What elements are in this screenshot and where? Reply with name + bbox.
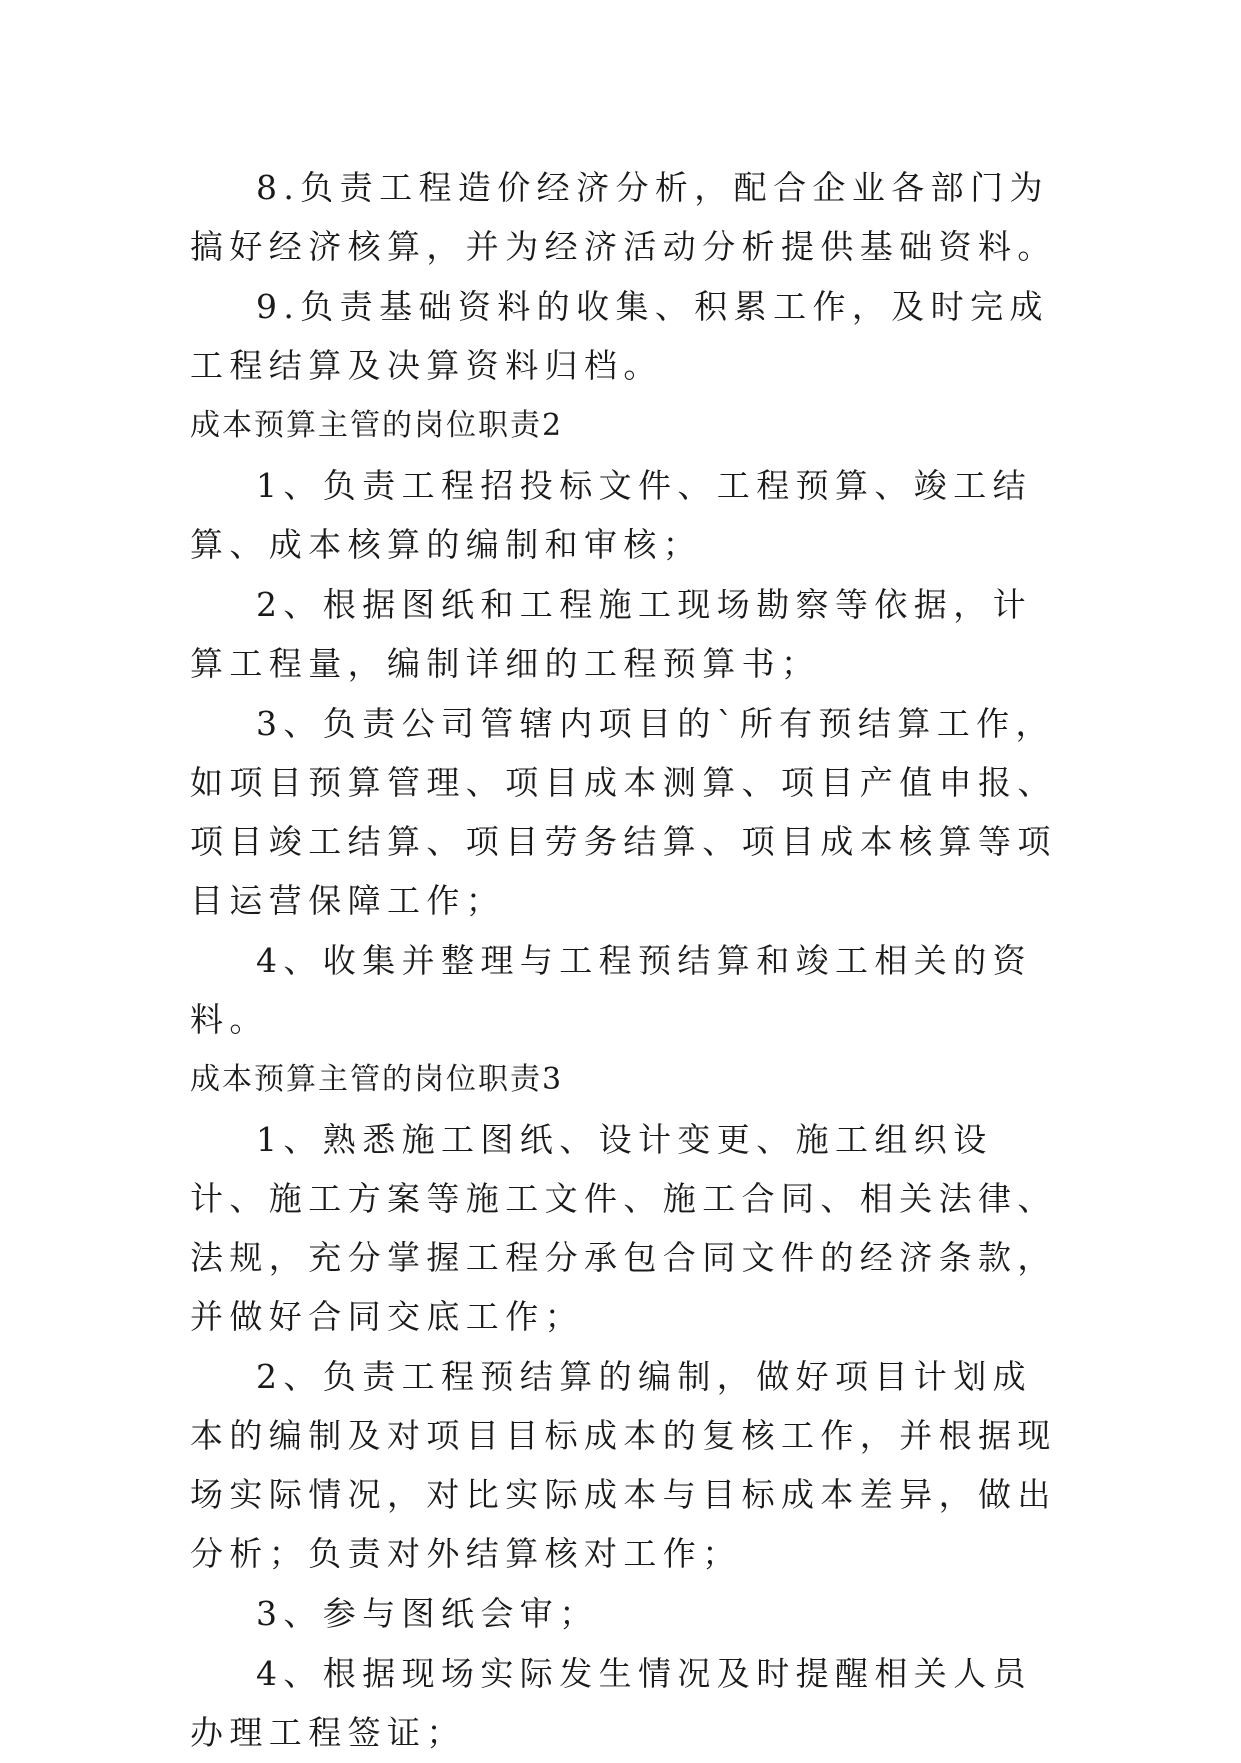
paragraph-3-4: 4、根据现场实际发生情况及时提醒相关人员办理工程签证； — [190, 1654, 1032, 1752]
paragraph-2-2: 2、根据图纸和工程施工现场勘察等依据，计算工程量，编制详细的工程预算书； — [190, 585, 1032, 683]
paragraph-2-1: 1、负责工程招投标文件、工程预算、竣工结算、成本核算的编制和审核； — [190, 466, 1032, 564]
document-page — [190, 158, 1060, 1763]
section-heading-2: 成本预算主管的岗位职责2 — [190, 408, 564, 443]
paragraph-9: 9.负责基础资料的收集、积累工作，及时完成工程结算及决算资料归档。 — [190, 287, 1049, 385]
paragraph-2-4: 4、收集并整理与工程预结算和竣工相关的资料。 — [190, 941, 1032, 1039]
paragraph-2-3: 3、负责公司管辖内项目的`所有预结算工作，如项目预算管理、项目成本测算、项目产值申报、项目竣工结算、项目劳务结算、项目成本核算等项目运营保障工作； — [190, 704, 1057, 920]
paragraph-3-2: 2、负责工程预结算的编制，做好项目计划成本的编制及对项目目标成本的复核工作，并根据现场实际情况，对比实际成本与目标成本差异，做出分析；负责对外结算核对工作； — [190, 1357, 1057, 1573]
paragraph-8: 8.负责工程造价经济分析，配合企业各部门为搞好经济核算，并为经济活动分析提供基础资料。 — [190, 168, 1057, 266]
paragraph-3-3: 3、参与图纸会审； — [256, 1594, 599, 1633]
section-heading-3: 成本预算主管的岗位职责3 — [190, 1062, 564, 1097]
paragraph-3-1: 1、熟悉施工图纸、设计变更、施工组织设计、施工方案等施工文件、施工合同、相关法律、法规，充分掌握工程分承包合同文件的经济条款，并做好合同交底工作； — [190, 1120, 1057, 1336]
